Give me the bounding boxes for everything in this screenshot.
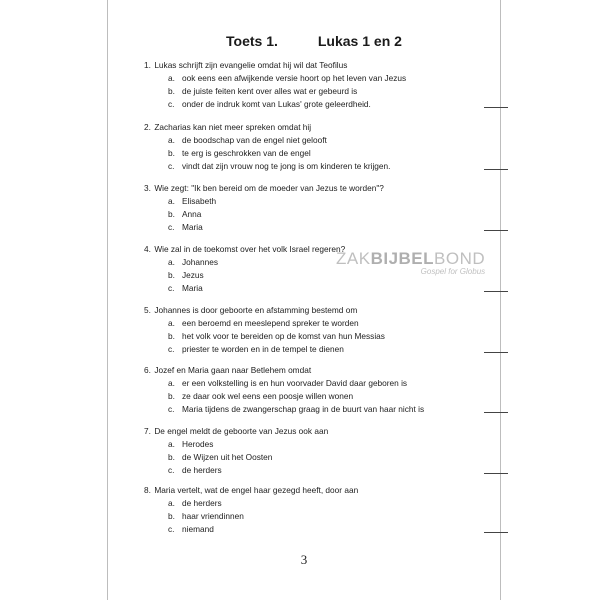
- page-title: [226, 33, 402, 49]
- title-subject: Lukas 1 en 2: [317, 33, 402, 49]
- question-8: [144, 484, 474, 536]
- answer-option-a: a. Herodes: [168, 439, 214, 449]
- answer-blank[interactable]: [484, 230, 508, 231]
- answer-option-b: b. Jezus: [168, 270, 204, 280]
- answer-option-b: b. het volk voor te bereiden op de komst van hun Messias: [168, 331, 385, 341]
- answer-option-c: c. onder de indruk komt van Lukas' grote geleerdheid.: [168, 99, 371, 109]
- question-number: 4.: [144, 244, 151, 254]
- question-text: Jozef en Maria gaan naar Betlehem omdat: [154, 365, 312, 375]
- question-number: 5.: [144, 305, 151, 315]
- question-3: [144, 182, 474, 234]
- answer-option-b: b. de Wijzen uit het Oosten: [168, 452, 273, 462]
- question-text: Wie zal in de toekomst over het volk Israel regeren?: [154, 244, 346, 254]
- question-number: 3.: [144, 183, 151, 193]
- answer-blank[interactable]: [484, 169, 508, 170]
- answer-option-c: c. priester te worden en in de tempel te dienen: [168, 344, 344, 354]
- answer-option-a: a. Elisabeth: [168, 196, 217, 206]
- question-number: 7.: [144, 426, 151, 436]
- answer-option-b: b. te erg is geschrokken van de engel: [168, 148, 311, 158]
- question-5: [144, 304, 474, 356]
- question-6: [144, 364, 474, 416]
- question-number: 8.: [144, 485, 151, 495]
- question-number: 6.: [144, 365, 151, 375]
- answer-option-c: c. de herders: [168, 465, 222, 475]
- answer-option-c: c. niemand: [168, 524, 214, 534]
- document-page: [107, 0, 501, 600]
- answer-blank[interactable]: [484, 412, 508, 413]
- answer-blank[interactable]: [484, 107, 508, 108]
- answer-option-c: c. Maria: [168, 222, 203, 232]
- question-text: Lukas schrijft zijn evangelie omdat hij wil dat Teofilus: [154, 60, 348, 70]
- answer-option-b: b. Anna: [168, 209, 202, 219]
- answer-option-b: b. ze daar ook wel eens een poosje willen wonen: [168, 391, 354, 401]
- question-text: De engel meldt de geboorte van Jezus ook aan: [154, 426, 329, 436]
- answer-option-c: c. vindt dat zijn vrouw nog te jong is om kinderen te krijgen.: [168, 161, 391, 171]
- answer-option-a: a. een beroemd en meeslepend spreker te worden: [168, 318, 359, 328]
- answer-option-a: a. de herders: [168, 498, 222, 508]
- question-2: [144, 121, 474, 173]
- watermark-logo: ZAKBIJBELBOND Gospel for Globus: [336, 249, 486, 276]
- question-number: 1.: [144, 60, 151, 70]
- answer-blank[interactable]: [484, 532, 508, 533]
- answer-option-b: b. de juiste feiten kent over alles wat er gebeurd is: [168, 86, 358, 96]
- answer-blank[interactable]: [484, 291, 508, 292]
- question-text: Zacharias kan niet meer spreken omdat hij: [154, 122, 312, 132]
- title-test-number: Toets 1.: [226, 33, 278, 49]
- answer-option-b: b. haar vriendinnen: [168, 511, 244, 521]
- answer-option-a: a. de boodschap van de engel niet gelooft: [168, 135, 327, 145]
- question-7: [144, 425, 474, 477]
- question-text: Wie zegt: "Ik ben bereid om de moeder van Jezus te worden"?: [154, 183, 384, 193]
- answer-option-c: c. Maria tijdens de zwangerschap graag in de buurt van haar nicht is: [168, 404, 425, 414]
- question-text: Maria vertelt, wat de engel haar gezegd heeft, door aan: [154, 485, 359, 495]
- question-number: 2.: [144, 122, 151, 132]
- answer-blank[interactable]: [484, 352, 508, 353]
- page-number: 3: [300, 552, 308, 567]
- answer-blank[interactable]: [484, 473, 508, 474]
- answer-option-a: a. er een volkstelling is en hun voorvader David daar geboren is: [168, 378, 408, 388]
- question-text: Johannes is door geboorte en afstamming bestemd om: [154, 305, 358, 315]
- answer-option-c: c. Maria: [168, 283, 203, 293]
- answer-option-a: a. ook eens een afwijkende versie hoort op het leven van Jezus: [168, 73, 407, 83]
- question-1: [144, 59, 474, 111]
- answer-option-a: a. Johannes: [168, 257, 218, 267]
